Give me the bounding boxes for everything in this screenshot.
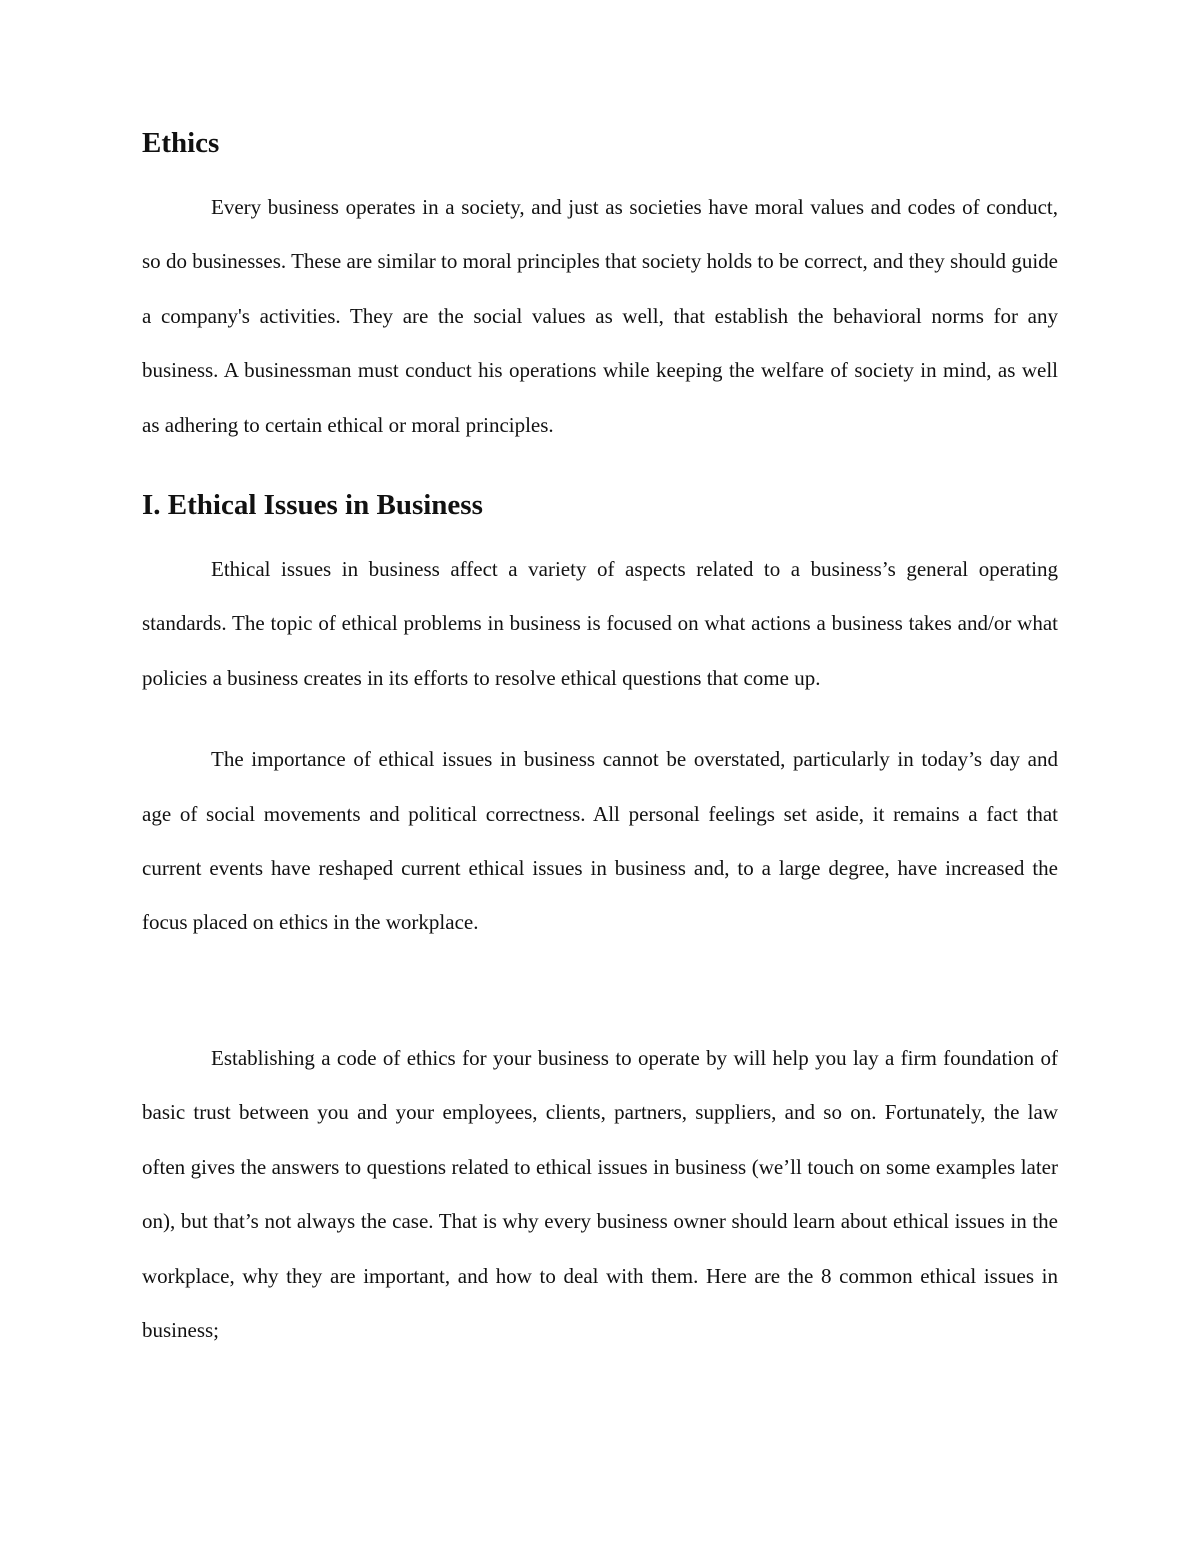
issues-paragraph-1: Ethical issues in business affect a variety of aspects related to a business’s general operating standards. The topic of ethical problems in business is focused on what actions a business takes and/or what policies a business creates in its efforts to resolve ethical questions that come up. [142,557,1058,690]
section-title-ethics: Ethics [142,127,220,159]
ethics-paragraph: Every business operates in a society, and just as societies have moral values and codes of conduct, so do businesses. These are similar to moral principles that society holds to be correct, and they should guide a company's activities. They are the social values as well, that establish the behavioral norms for any business. A businessman must conduct his operations while keeping the welfare of society in mind, as well as adhering to certain ethical or moral principles. [142,195,1058,437]
section-title-ethical-issues: I. Ethical Issues in Business [142,489,483,522]
document-body [142,120,1058,1357]
issues-paragraph-2: The importance of ethical issues in business cannot be overstated, particularly in today’s day and age of social movements and political correctness. All personal feelings set aside, it remains a fact that current events have reshaped current ethical issues in business and, to a large degree, have increased the focus placed on ethics in the workplace. [142,747,1058,935]
issues-paragraph-3: Establishing a code of ethics for your business to operate by will help you lay a firm foundation of basic trust between you and your employees, clients, partners, suppliers, and so on. Fortunately, the law often gives the answers to questions related to ethical issues in business (we’ll touch on some examples later on), but that’s not always the case. That is why every business owner should learn about ethical issues in the workplace, why they are important, and how to deal with them. Here are the 8 common ethical issues in business; [142,1045,1058,1342]
